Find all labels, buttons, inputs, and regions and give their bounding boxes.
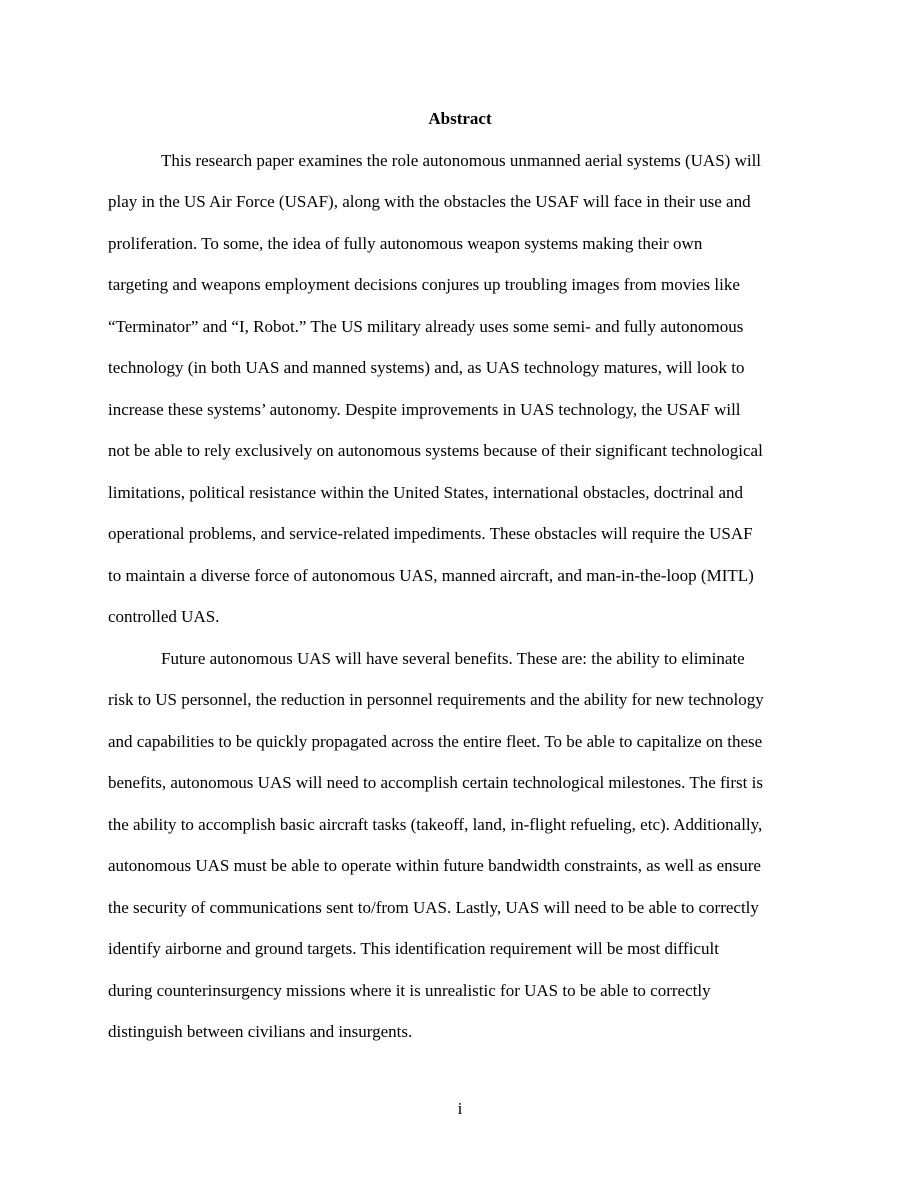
paragraph-1-line-1: This research paper examines the role autonomous unmanned aerial systems (UAS) will: [161, 151, 762, 170]
page-title: Abstract: [428, 109, 492, 128]
paragraph-2-line-1: Future autonomous UAS will have several benefits. These are: the ability to eliminate: [161, 649, 745, 668]
paragraph-1-line-12: controlled UAS.: [108, 607, 220, 626]
paragraph-1-line-9: limitations, political resistance within the United States, international obstacles, doctrinal and: [108, 483, 743, 502]
paragraph-2-line-7: the security of communications sent to/from UAS. Lastly, UAS will need to be able to correctly: [108, 898, 759, 917]
paragraph-2-line-8: identify airborne and ground targets. This identification requirement will be most difficult: [108, 939, 719, 958]
paragraph-1-line-2: play in the US Air Force (USAF), along with the obstacles the USAF will face in their use and: [108, 192, 751, 211]
paragraph-1-line-11: to maintain a diverse force of autonomous UAS, manned aircraft, and man-in-the-loop (MITL): [108, 566, 754, 585]
paragraph-2-line-10: distinguish between civilians and insurgents.: [108, 1022, 413, 1041]
paragraph-2-line-9: during counterinsurgency missions where it is unrealistic for UAS to be able to correctly: [108, 981, 711, 1000]
paragraph-2-line-4: benefits, autonomous UAS will need to accomplish certain technological milestones. The first is: [108, 773, 763, 792]
paragraph-2-line-5: the ability to accomplish basic aircraft tasks (takeoff, land, in-flight refueling, etc). Additionally,: [108, 815, 763, 834]
paragraph-1-line-3: proliferation. To some, the idea of fully autonomous weapon systems making their own: [108, 234, 703, 253]
paragraph-1-line-7: increase these systems’ autonomy. Despite improvements in UAS technology, the USAF will: [108, 400, 741, 419]
paragraph-1-line-10: operational problems, and service-related impediments. These obstacles will require the USAF: [108, 524, 753, 543]
paragraph-2-line-2: risk to US personnel, the reduction in personnel requirements and the ability for new technology: [108, 690, 764, 709]
page-number: i: [457, 1099, 463, 1118]
paragraph-2-line-6: autonomous UAS must be able to operate within future bandwidth constraints, as well as ensure: [108, 856, 761, 875]
paragraph-1-line-8: not be able to rely exclusively on autonomous systems because of their significant technological: [108, 441, 763, 460]
paragraph-1-line-5: “Terminator” and “I, Robot.” The US military already uses some semi- and fully autonomous: [108, 317, 744, 336]
paragraph-1-line-6: technology (in both UAS and manned systems) and, as UAS technology matures, will look to: [108, 358, 745, 377]
paragraph-2-line-3: and capabilities to be quickly propagated across the entire fleet. To be able to capitalize on these: [108, 732, 763, 751]
paragraph-1-line-4: targeting and weapons employment decisions conjures up troubling images from movies like: [108, 275, 740, 294]
